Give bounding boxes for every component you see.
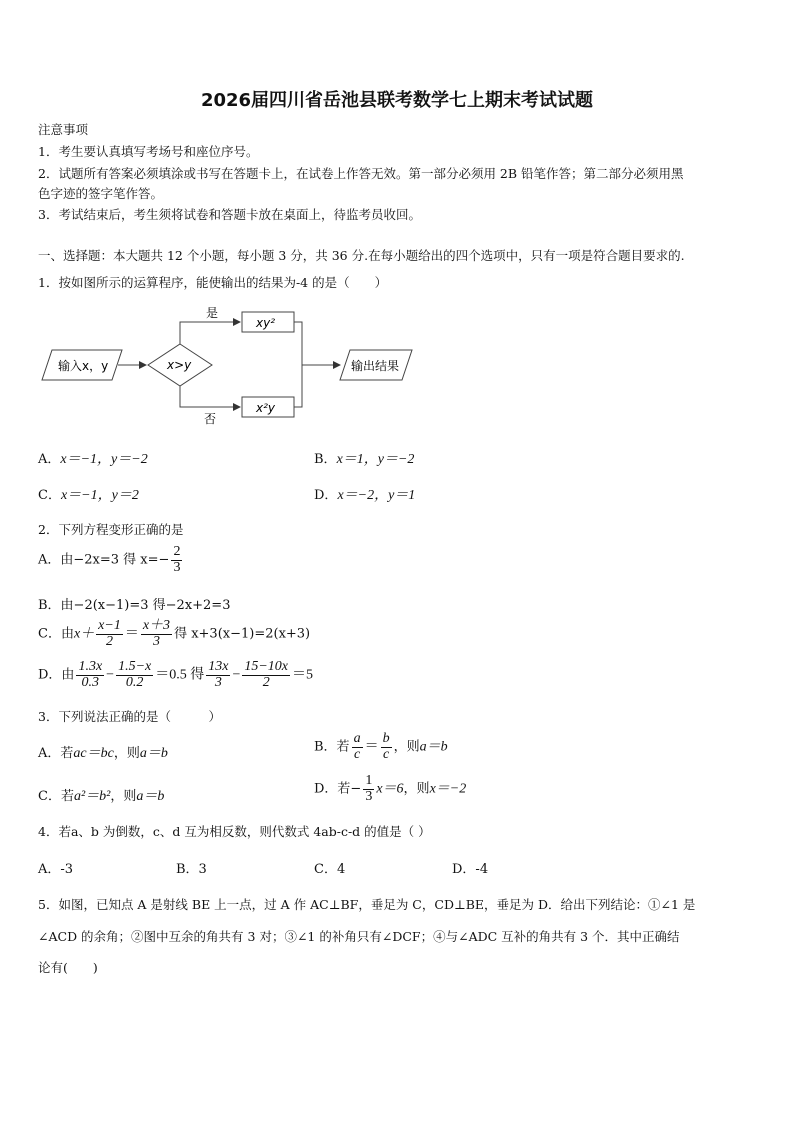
question-4-stem: 4．若a、b 为倒数，c、d 互为相反数，则代数式 4ab-c-d 的值是（ ）	[38, 824, 431, 839]
question-3-stem: 3．下列说法正确的是（ ）	[38, 709, 221, 724]
condition-label: x>y	[167, 358, 192, 372]
q1-option-b: B．x＝1，y＝−2	[314, 452, 415, 467]
yes-box-label: xy²	[256, 316, 276, 330]
q2-option-c: C．由x＋ $\frac{x-1}{2}$ ＝ $\frac{x+3}{3}$ 得 x+3(x−1)=2(x+3)	[38, 618, 311, 649]
section-heading: 一、选择题：本大题共 12 个小题，每小题 3 分，共 36 分.在每小题给出的四个选项中，只有一项是符合题目要求的.	[38, 248, 685, 263]
notice-item: 2．试题所有答案必须填涂或书写在答题卡上，在试卷上作答无效。第一部分必须用 2B 铅笔作答；第二部分必须用黑	[38, 166, 684, 181]
q4-option-a: A．-3	[38, 862, 74, 877]
q2-option-a: A．由−2x=3 得 x=− $\frac{2}{3}$	[38, 544, 181, 575]
notice-item: 3．考试结束后，考生须将试卷和答题卡放在桌面上，待监考员收回。	[38, 207, 421, 222]
question-5-line: 论有( )	[38, 960, 98, 975]
page-title: 2026届四川省岳池县联考数学七上期末考试试题	[200, 90, 594, 111]
q3-option-c: C．若a²＝b²，则a＝b	[38, 789, 165, 804]
notice-item: 色字迹的签字笔作答。	[38, 186, 164, 201]
q1-option-a: A．x＝−1，y＝−2	[38, 452, 148, 467]
no-box-label: x²y	[256, 401, 276, 415]
q4-option-c: C．4	[314, 862, 346, 877]
question-5-line: ∠ACD 的余角；②图中互余的角共有 3 对；③∠1 的补角只有∠DCF；④与∠ADC 互补的角共有 3 个．其中正确结	[38, 929, 680, 944]
q3-option-a: A．若ac＝bc，则a＝b	[38, 746, 168, 761]
output-label: 输出结果	[351, 359, 400, 373]
no-label: 否	[204, 412, 217, 426]
input-label: 输入x，y	[58, 359, 109, 373]
question-2-stem: 2．下列方程变形正确的是	[38, 522, 184, 537]
flowchart-diagram	[40, 300, 420, 430]
q3-option-b: B．若 $\frac{a}{c}$ ＝ $\frac{b}{c}$ ，则a＝b	[314, 731, 448, 762]
q1-option-d: D．x＝−2，y＝1	[314, 488, 416, 503]
notice-heading: 注意事项	[38, 122, 89, 137]
q4-option-b: B．3	[176, 862, 207, 877]
question-5-line: 5．如图，已知点 A 是射线 BE 上一点，过 A 作 AC⊥BF，垂足为 C，CD⊥BE，垂足为 D．给出下列结论：①∠1 是	[38, 897, 696, 912]
q4-option-d: D．-4	[452, 862, 489, 877]
q2-option-b: B．由−2(x−1)=3 得−2x+2=3	[38, 598, 231, 613]
notice-item: 1．考生要认真填写考场号和座位序号。	[38, 144, 259, 159]
q2-option-d: D．由 $\frac{1.3x}{0.3}$ − $\frac{1.5-x}{0.2}$ ＝0.5 得 $\frac{13x}{3}$ − $\frac{15-10x}{2}$ ＝5	[38, 659, 314, 690]
q3-option-d: D．若− $\frac{1}{3}$ x＝6，则x＝−2	[314, 773, 467, 804]
q1-option-c: C．x＝−1，y＝2	[38, 488, 139, 503]
question-1-stem: 1．按如图所示的运算程序，能使输出的结果为-4 的是（ ）	[38, 275, 388, 290]
yes-label: 是	[206, 306, 219, 320]
